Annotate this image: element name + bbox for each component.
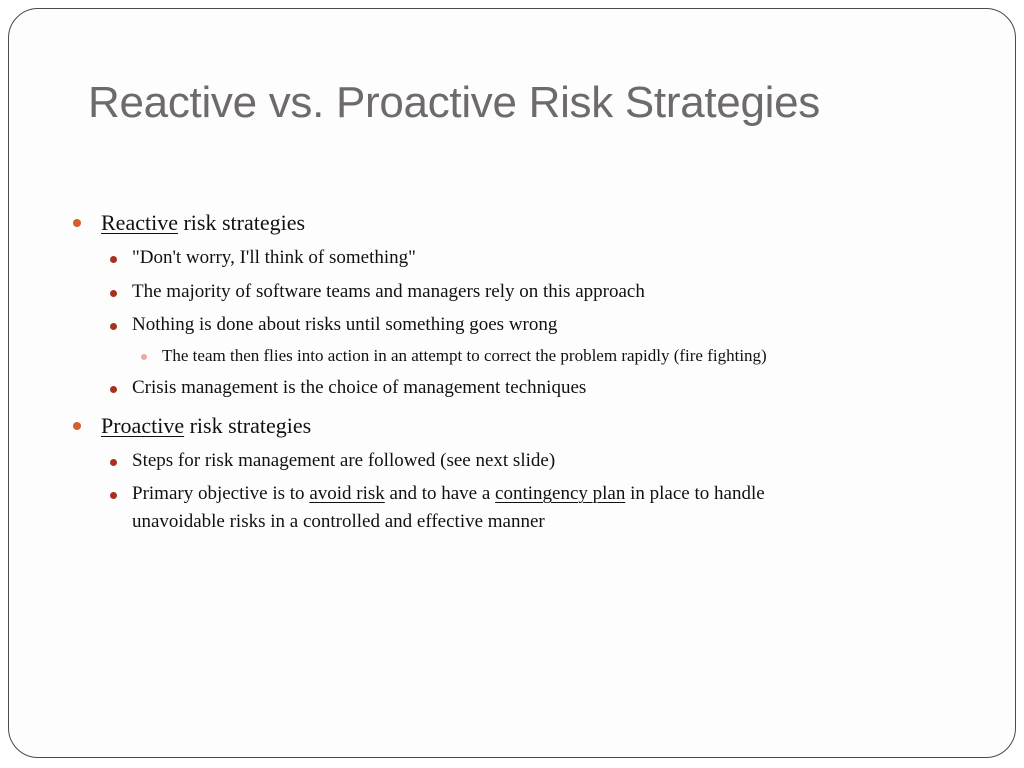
reactive-term: Reactive bbox=[101, 210, 178, 235]
proactive-term: Proactive bbox=[101, 413, 185, 438]
bullet-dot-icon bbox=[110, 459, 117, 466]
objective-text-1: Primary objective is to bbox=[132, 483, 310, 504]
bullet-dot-icon bbox=[73, 219, 81, 227]
bullet-dot-icon bbox=[110, 492, 117, 499]
bullet-team: The team then flies into action in an attempt to correct the problem rapidly (fire fighting) bbox=[162, 346, 767, 365]
bullet-reactive bbox=[101, 210, 305, 236]
bullet-steps: Steps for risk management are followed (see next slide) bbox=[132, 450, 556, 471]
bullet-dot-icon bbox=[141, 354, 147, 360]
bullet-proactive bbox=[101, 413, 311, 439]
bullet-nothing: Nothing is done about risks until something goes wrong bbox=[132, 314, 558, 335]
reactive-label-rest: risk strategies bbox=[177, 210, 306, 235]
avoid-risk-term: avoid risk bbox=[309, 483, 385, 504]
bullet-dot-icon bbox=[110, 256, 117, 263]
slide-title: Reactive vs. Proactive Risk Strategies bbox=[88, 78, 820, 127]
bullet-dot-icon bbox=[73, 422, 81, 430]
contingency-plan-term: contingency plan bbox=[495, 483, 626, 504]
bullet-objective bbox=[132, 483, 765, 505]
bullet-objective-line2: unavoidable risks in a controlled and effective manner bbox=[132, 511, 545, 532]
proactive-label-rest: risk strategies bbox=[184, 413, 312, 438]
objective-text-3: in place to handle bbox=[625, 483, 765, 504]
bullet-dot-icon bbox=[110, 323, 117, 330]
bullet-quote: "Don't worry, I'll think of something" bbox=[132, 247, 416, 268]
bullet-dot-icon bbox=[110, 290, 117, 297]
objective-text-2: and to have a bbox=[384, 483, 496, 504]
bullet-dot-icon bbox=[110, 386, 117, 393]
bullet-crisis: Crisis management is the choice of management techniques bbox=[132, 377, 587, 398]
bullet-majority: The majority of software teams and managers rely on this approach bbox=[132, 281, 645, 302]
